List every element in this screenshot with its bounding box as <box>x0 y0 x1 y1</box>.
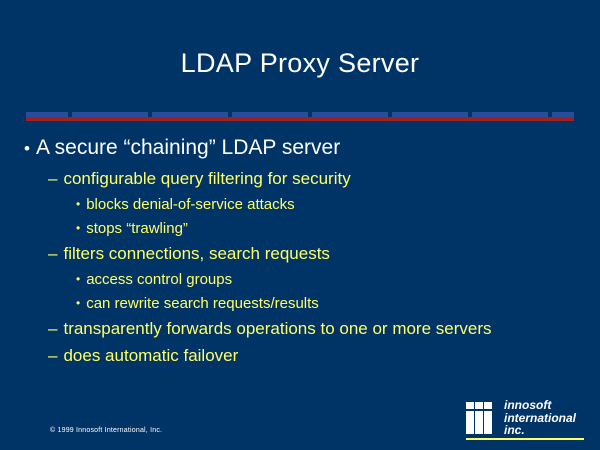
list-item-label: can rewrite search requests/results <box>86 295 319 312</box>
copyright-notice: © 1999 Innosoft International, Inc. <box>50 427 163 434</box>
list-item <box>18 244 588 264</box>
logo-text <box>504 399 576 437</box>
bullet-icon: – <box>48 169 58 188</box>
bullet-icon: • <box>24 139 30 158</box>
bullet-icon: • <box>76 197 81 211</box>
logo-line-2: international <box>504 410 577 425</box>
logo-line-1: innosoft <box>504 398 552 412</box>
bullet-icon: – <box>48 244 58 263</box>
title-divider <box>26 112 574 122</box>
bullet-icon: – <box>48 319 58 338</box>
bullet-icon: • <box>76 272 81 286</box>
list-item <box>18 220 588 237</box>
list-item <box>18 271 588 288</box>
list-item-label: configurable query filtering for security <box>63 169 351 188</box>
list-item-label: blocks denial-of-service attacks <box>86 196 295 213</box>
slide-body <box>18 136 588 373</box>
bullet-icon: • <box>76 296 81 310</box>
list-item-label: transparently forwards operations to one or more servers <box>63 319 492 338</box>
list-item-label: access control groups <box>86 271 233 288</box>
list-item-label: stops “trawling” <box>86 220 188 237</box>
list-item-label: filters connections, search requests <box>63 244 330 263</box>
logo-bars-icon <box>466 402 500 434</box>
bullet-icon: • <box>76 221 81 235</box>
logo <box>466 396 584 440</box>
list-item <box>18 169 588 189</box>
list-item <box>18 295 588 312</box>
list-item-label: does automatic failover <box>63 346 239 365</box>
logo-line-3: inc. <box>504 423 525 437</box>
divider-rule <box>26 117 574 121</box>
bullet-icon: – <box>48 346 58 365</box>
logo-underline <box>466 438 584 440</box>
page-title: LDAP Proxy Server <box>180 48 420 78</box>
list-item <box>18 319 588 339</box>
list-item <box>18 346 588 366</box>
list-item-label: A secure “chaining” LDAP server <box>35 136 341 159</box>
list-item <box>18 196 588 213</box>
list-item <box>18 136 588 160</box>
